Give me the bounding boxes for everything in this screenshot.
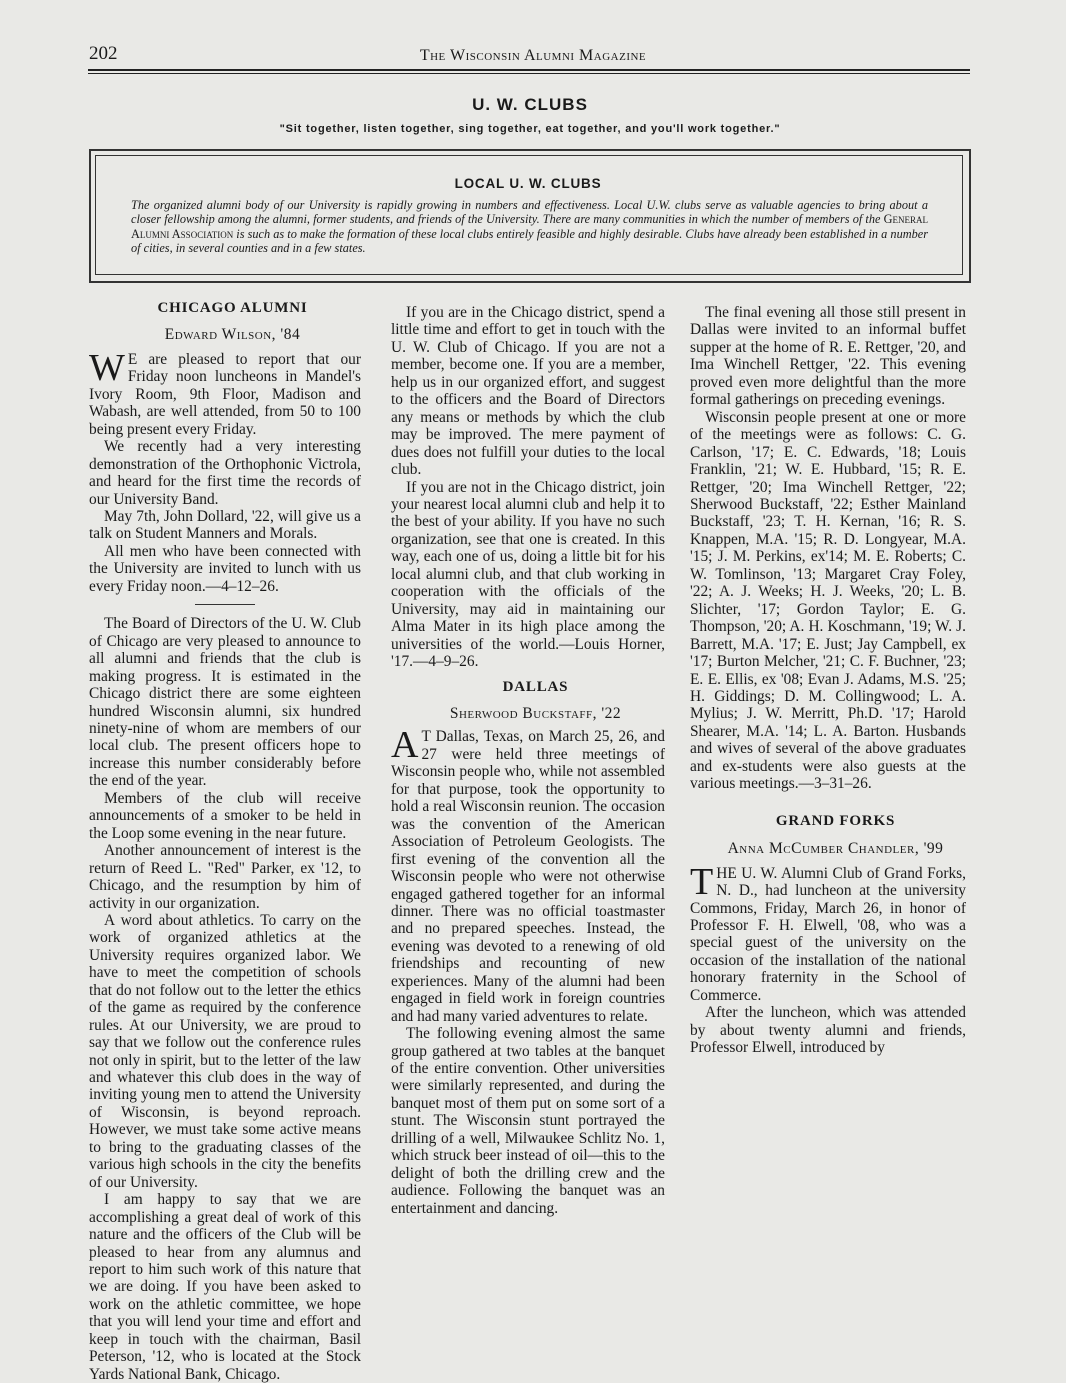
drop-cap: A xyxy=(391,724,419,767)
header-rule-thin xyxy=(88,73,970,74)
chicago-paragraph: All men who have been connected with the University are invited to lunch with us every Friday noon.—4–12–26. xyxy=(89,542,361,595)
chicago-paragraph: May 7th, John Dollard, '22, will give us a talk on Student Manners and Morals. xyxy=(89,507,361,543)
section-divider xyxy=(195,604,255,605)
header-rule xyxy=(88,69,970,71)
chicago-paragraph: Members of the club will receive announcements of a smoker to be held in the Loop some evening in the near future. xyxy=(89,789,361,842)
intro-box-title: LOCAL U. W. CLUBS xyxy=(454,176,602,191)
column-left xyxy=(89,300,361,1383)
grand-forks-paragraph: After the luncheon, which was attended by about twenty alumni and friends, Professor Elwell, introduced by xyxy=(690,1004,966,1057)
drop-cap: T xyxy=(690,860,714,903)
section-title: U. W. CLUBS xyxy=(472,95,588,114)
dallas-paragraph: A T Dallas, Texas, on March 25, 26, and 27 were held three meetings of Wisconsin people who, while not assembled for that purpose, took the opportunity to hold a real Wisconsin reunion. The occasion was the convention of the American Association of Petroleum Geologists. The first evening of the convention all the Wisconsin people who were not otherwise engaged gathered together for an informal dinner. There was no official toastmaster and no prepared speeches. Instead, the evening was devoted to a renewing of old friendships and recounting of new experiences. Many of the alumni had been engaged in field work in foreign countries and had many varied adventures to relate. xyxy=(391,724,665,1025)
dallas-heading: DALLAS xyxy=(502,678,569,695)
intro-box-text: The organized alumni body of our University is rapidly growing in numbers and effectiveness. Local U.W. clubs serve as valuable agencies to bring about a closer fellowship among the alumni, former students, and friends of the University. There are many communities in which the number of members of the General Alumni Association is such as to make the formation of these local clubs entirely feasible and highly desirable. Clubs have already been established in a number of cities, in several counties and in a few states. xyxy=(131,198,928,255)
chicago-paragraph: Another announcement of interest is the return of Reed L. "Red" Parker, ex '12, to Chicago, and the resumption by him of activity in our organization. xyxy=(89,842,361,912)
chicago-byline: Edward Wilson, '84 xyxy=(164,326,301,344)
dallas-paragraph: The final evening all those still present in Dallas were invited to an informal buffet supper at the home of R. E. Rettger, '20, and Ima Winchell Rettger, '22. This evening proved even more delightful than the more formal gatherings on preceding evenings. xyxy=(690,304,966,409)
chicago-paragraph: If you are not in the Chicago district, join your nearest local alumni club and help it to the best of your ability. If you have no such organization, see that one is created. In this way, each one of us, doing a little bit for his local alumni club, and that club working in cooperation with the officials of the University, may aid in maintaining our Alma Mater in its high place among the universities of the world.—Louis Horner, '17.—4–9–26. xyxy=(391,478,665,671)
motto: "Sit together, listen together, sing together, eat together, and you'll work together." xyxy=(279,123,781,135)
page-number: 202 xyxy=(89,43,118,64)
chicago-paragraph: We recently had a very interesting demonstration of the Orthophonic Victrola, and heard for the first time the records of our University Band. xyxy=(89,438,361,508)
chicago-heading: CHICAGO ALUMNI xyxy=(157,300,308,316)
chicago-paragraph: The Board of Directors of the U. W. Club of Chicago are very pleased to announce to all alumni and friends that the club is making progress. It is estimated in the Chicago district there are some eighteen hundred Wisconsin alumni, six hundred ninety-nine of whom are members of our local club. The present officers hope to increase this number considerably before the end of the year. xyxy=(89,615,361,790)
grand-forks-byline: Anna McCumber Chandler, '99 xyxy=(727,840,944,858)
drop-cap: W xyxy=(89,346,125,389)
dallas-paragraph: Wisconsin people present at one or more of the meetings were as follows: C. G. Carlson, '17; E. C. Edwards, '18; Louis Franklin, '21; W. E. Hubbard, '15; R. E. Rettger, '20; Ima Winchell Rettger, '22; Sherwood Buckstaff, '22; Esther Mainland Buckstaff, '23; T. H. Kernan, '16; R. S. Knappen, M.A. '15; R. D. Longyear, M.A. '15; J. M. Perkins, ex'14; M. E. Roberts; C. W. Tomlinson, '13; Margaret Cray Foley, '22; A. J. Weeks; H. J. Weeks, '20; L. B. Slichter, '17; Gordon Taylor; E. G. Thompson, '20; A. H. Koschmann, '19; W. J. Barrett, M.A. '17; E. Just; Jay Campbell, ex '17; Burton Melcher, '21; C. F. Buchner, '23; E. E. Ellis, ex '08; Evan J. Adams, M.S. '25; H. Giddings; D. M. Collingwood; L. A. Mylius; J. W. Merritt, Ph.D. '17; Harold Shearer, M.A. '14; L. A. Barton. Husbands and wives of several of the above graduates and ex-students were also guests at the various meetings.—3–31–26. xyxy=(690,408,966,793)
grand-forks-heading: GRAND FORKS xyxy=(775,812,896,829)
dallas-byline: Sherwood Buckstaff, '22 xyxy=(449,704,622,722)
column-right xyxy=(690,304,966,1057)
column-middle xyxy=(391,304,665,1217)
chicago-paragraph: If you are in the Chicago district, spend a little time and effort to get in touch with the U. W. Club of Chicago. If you are not a member, become one. If you are a member, help us in our organized effort, and suggest to the officers and the Board of Directors any means or methods by which the club may be improved. The mere payment of dues does not fulfill your duties to the local club. xyxy=(391,304,665,479)
chicago-paragraph-continued: I am happy to say that we are accomplishing a great deal of work of this nature and the officers of the Club will be pleased to hear from any alumnus and report to him such work of this nature that we are doing. If you have been asked to work on the athletic committee, we hope that you will lend your time and effort and keep in touch with the chairman, Basil Peterson, '12, who is located at the Stock Yards National Bank, Chicago. xyxy=(89,1191,361,1383)
chicago-paragraph: A word about athletics. To carry on the work of organized athletics at the University requires organized labor. We have to meet the competition of schools that do not follow out to the letter the ethics of the game as required by the conference rules. At our University, we are proud to say that we follow out the conference rules not only in spirit, but to the letter of the law and whatever this club does in the way of inviting young men to attend the University of Wisconsin, is beyond reproach. However, we must take some active means to bring to the graduating classes of the various high schools in the city the benefits of our University. xyxy=(89,911,361,1191)
chicago-paragraph: W E are pleased to report that our Friday noon luncheons in Mandel's Ivory Room, 9th Floor, Madison and Wabash, are well attended, from 50 to 100 being present every Friday. xyxy=(89,346,361,438)
running-head: The Wisconsin Alumni Magazine xyxy=(419,47,647,64)
grand-forks-paragraph: THE U. W. Alumni Club of Grand Forks, N. D., had luncheon at the university Commons, Friday, March 26, in honor of Professor F. H. Elwell, '08, who was a special guest of the university on the occasion of the installation of the national honorary fraternity in the School of Commerce. xyxy=(690,860,966,1004)
dallas-paragraph-continued: The following evening almost the same group gathered at two tables at the banquet of the entire convention. Other universities were similarly represented, and during the banquet most of them put on some sort of a stunt. The Wisconsin stunt portrayed the drilling of a well, Milwaukee Schlitz No. 1, which struck beer instead of oil—this to the delight of both the drilling crew and the audience. Following the banquet was an entertainment and dancing. xyxy=(391,1025,665,1217)
